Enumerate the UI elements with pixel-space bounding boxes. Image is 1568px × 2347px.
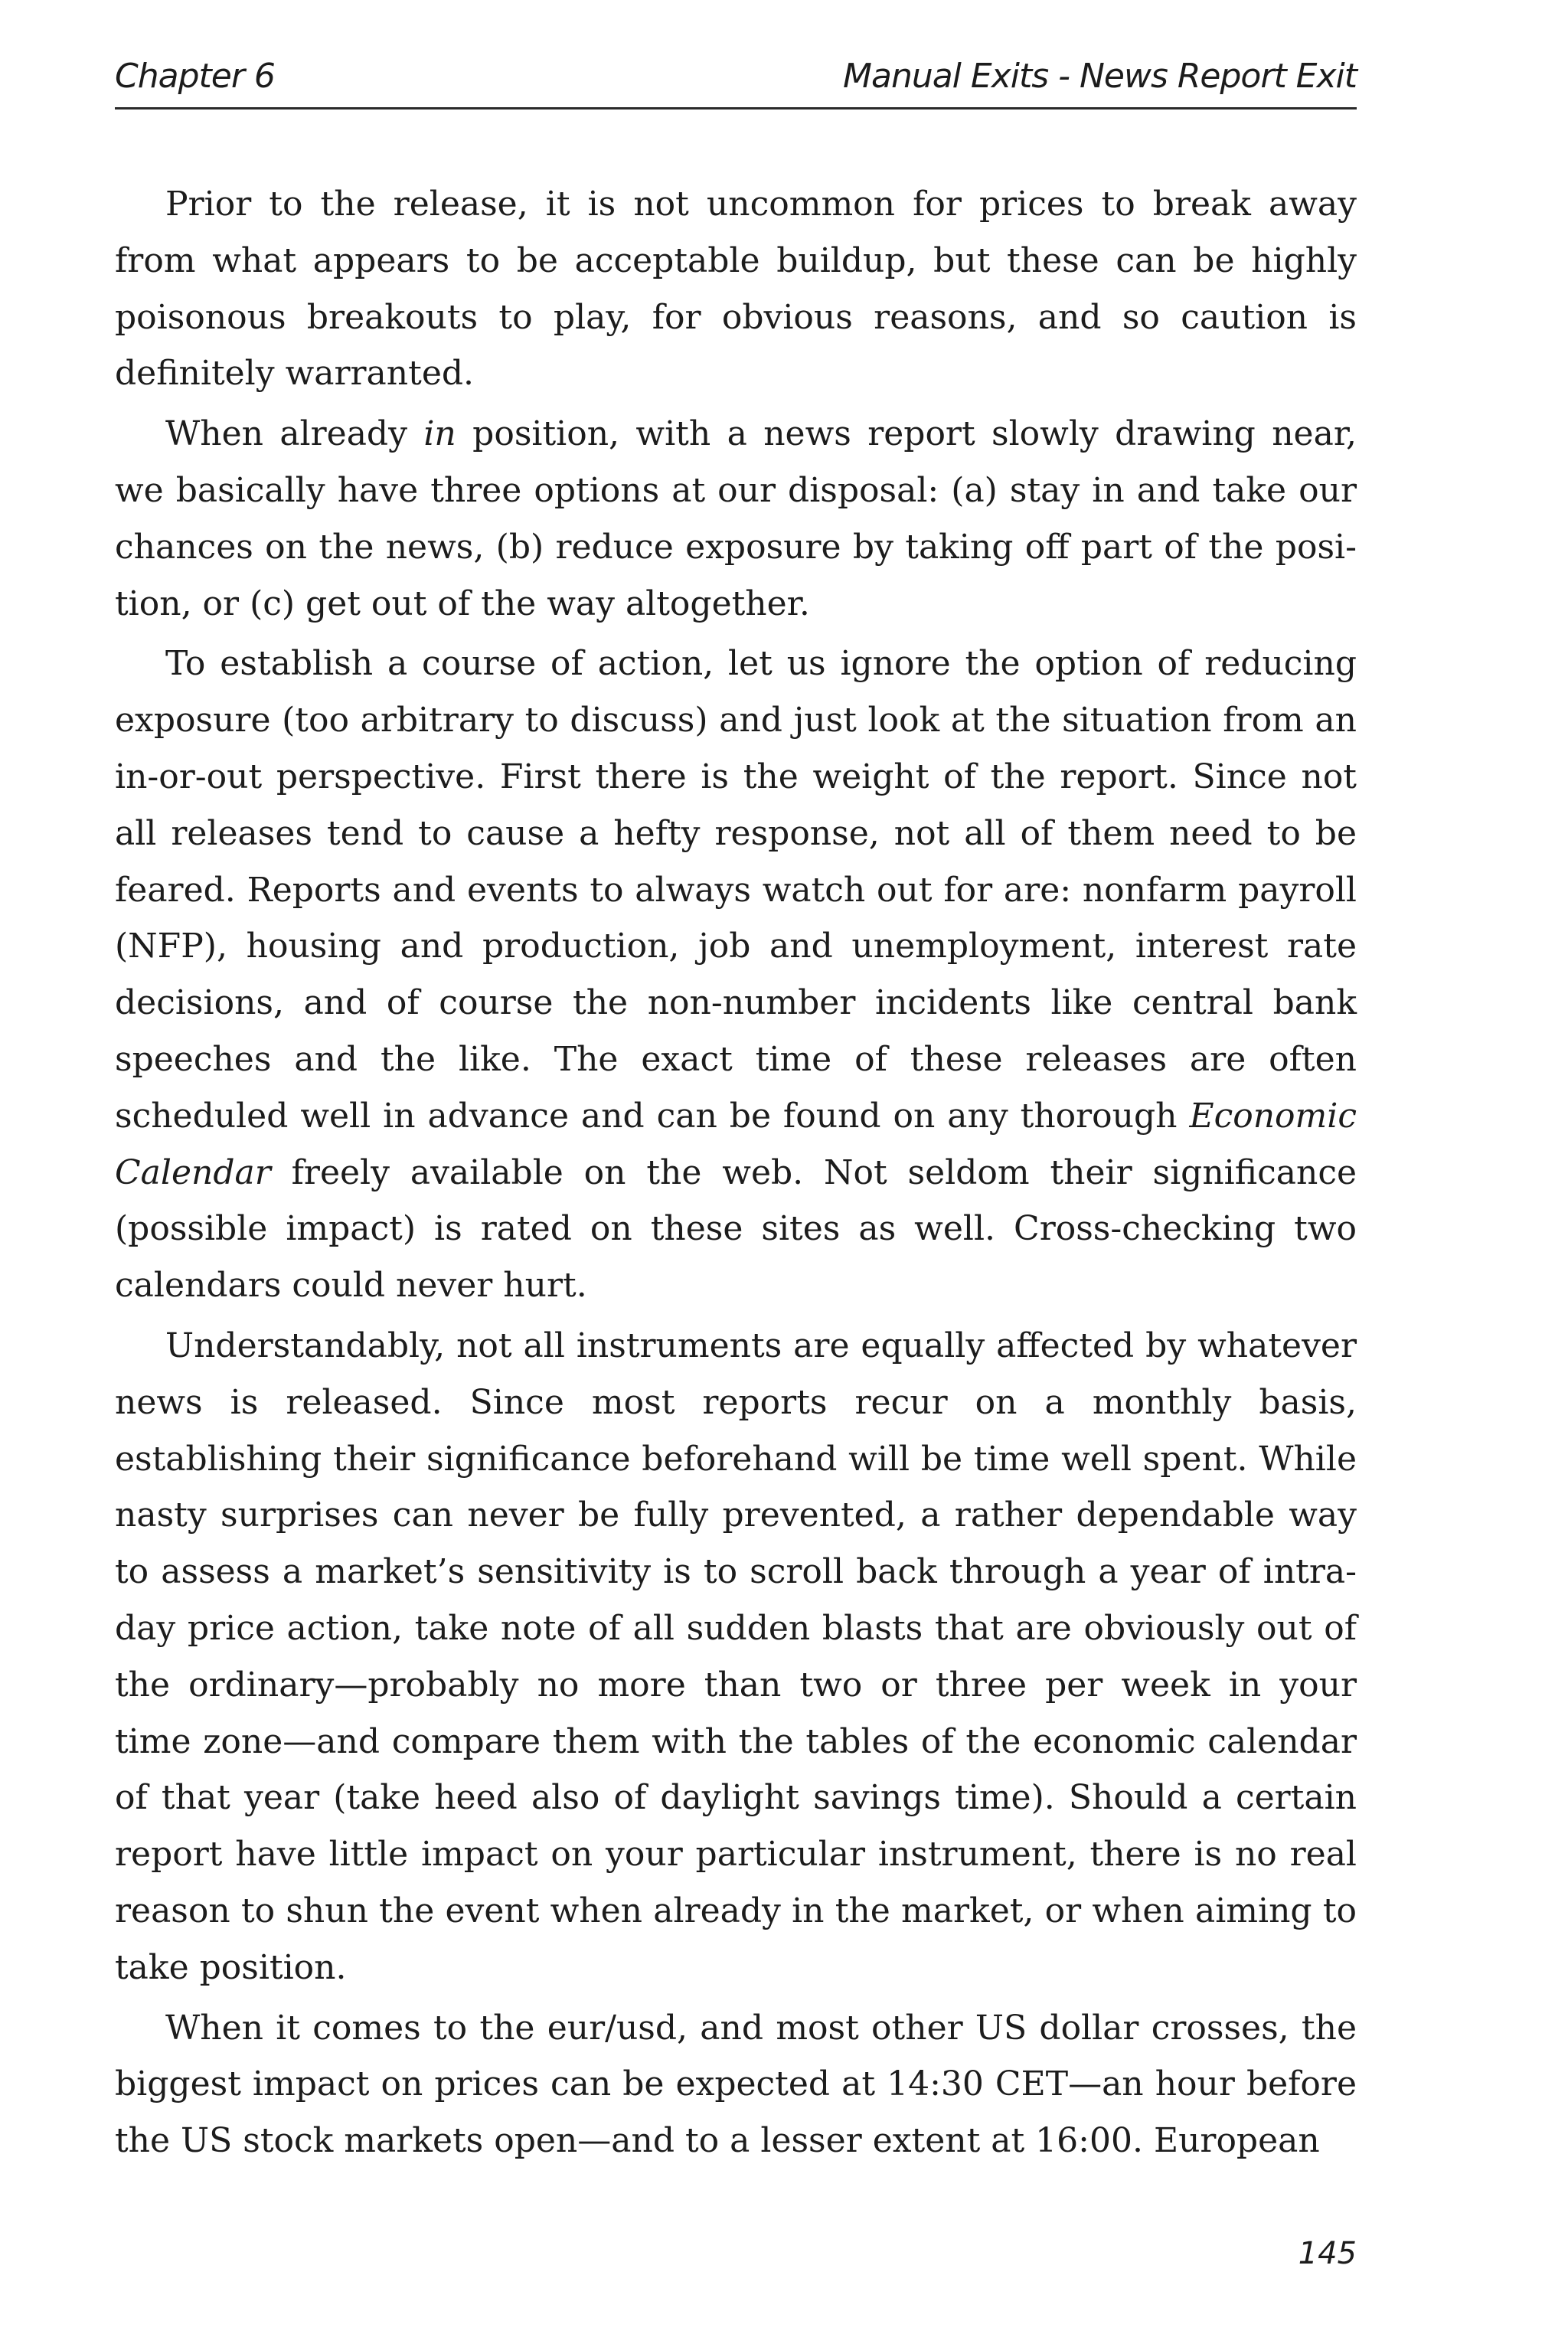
paragraph-3-part-1: To establish a course of action, let us ignore the option of reducing exposure (too arbitrary to discuss) and just look at the situation from an in-or-out perspective. First there is the weight of the report. Since not all releases tend to cause a hefty response, not all of them need to be feared. Reports and events to always watch out for are: nonfarm payroll (NFP), housing and production, job and unemployment, interest rate decisions, and of course the non-number incidents like central bank speeches and the like. The exact time of these releases are often scheduled well in advance and can be found on any thorough [115, 644, 1357, 1136]
paragraph-2-part-2: position, with a news report slowly drawing near, we basically have three options at our disposal: (a) stay in and take our chances on the news, (b) reduce exposure by taking off part of the position, or (c) get out of the way altogether. [115, 414, 1357, 623]
paragraph-2 [115, 406, 1357, 632]
paragraph-5: When it comes to the eur/usd, and most other US dollar crosses, the biggest impact on prices can be expected at 14:30 CET—an hour before the US stock markets open—and to a lesser extent at 16:00. European [115, 2008, 1357, 2161]
chapter-label: Chapter 6 [115, 57, 275, 96]
paragraph-3-emphasis: Economic Calendar [115, 1096, 1357, 1192]
running-header [115, 54, 1357, 110]
paragraph-1: Prior to the release, it is not uncommon for prices to break away from what appears to be acceptable buildup, but these can be highly poisonous breakouts to play, for obvious reasons, and so caution is definitely warranted. [115, 185, 1357, 394]
paragraph-3 [115, 636, 1357, 1314]
body-text [115, 176, 1357, 2173]
paragraph-4: Understandably, not all instruments are equally affected by whatever news is released. Since most reports recur on a monthly basis, establishing their significance beforehand will be time well spent. While nasty surprises can never be fully prevented, a rather dependable way to assess a market’s sensitivity is to scroll back through a year of intraday price action, take note of all sudden blasts that are obviously out of the ordinary—probably no more than two or three per week in your time zone—and compare them with the tables of the economic calendar of that year (take heed also of daylight savings time). Should a certain report have little impact on your particular instrument, there is no real reason to shun the event when already in the market, or when aiming to take position. [115, 1325, 1357, 1987]
section-title: Manual Exits - News Report Exit [843, 57, 1357, 96]
paragraph-3-part-2: freely available on the web. Not seldom their significance (possible impact) is rated on these sites as well. Cross-checking two calendars could never hurt. [115, 1152, 1357, 1306]
paragraph-2-part-1: When already [165, 414, 424, 454]
page-number: 145 [1298, 2236, 1357, 2271]
paragraph-2-emphasis: in [423, 414, 456, 454]
